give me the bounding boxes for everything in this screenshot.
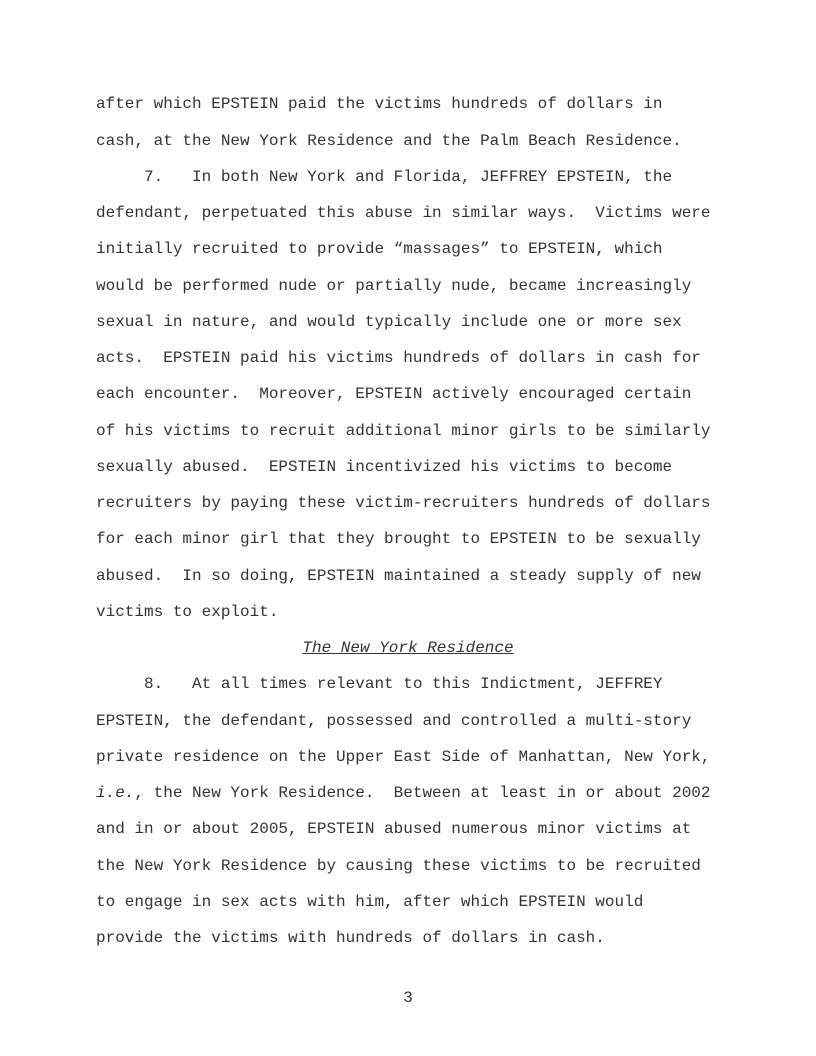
text-line: after which EPSTEIN paid the victims hundreds of dollars in — [96, 95, 663, 113]
text-line: acts. EPSTEIN paid his victims hundreds of dollars in cash for — [96, 349, 701, 367]
text-line: recruiters by paying these victim-recruiters hundreds of dollars — [96, 494, 711, 512]
text-line: victims to exploit. — [96, 603, 279, 621]
text-line-rest: , the New York Residence. Between at least in or about 2002 — [134, 784, 711, 802]
text-line: provide the victims with hundreds of dollars in cash. — [96, 929, 605, 947]
paragraph-8-start: 8. At all times relevant to this Indictment, JEFFREY — [96, 675, 663, 693]
text-line: the New York Residence by causing these victims to be recruited — [96, 857, 701, 875]
text-line: sexual in nature, and would typically include one or more sex — [96, 313, 682, 331]
text-line: each encounter. Moreover, EPSTEIN actively encouraged certain — [96, 385, 692, 403]
text-line: EPSTEIN, the defendant, possessed and controlled a multi-story — [96, 712, 692, 730]
paragraph-7-start: 7. In both New York and Florida, JEFFREY EPSTEIN, the — [96, 168, 673, 186]
text-line: would be performed nude or partially nude, became increasingly — [96, 277, 692, 295]
text-line: for each minor girl that they brought to EPSTEIN to be sexually — [96, 530, 701, 548]
page-number: 3 — [403, 989, 413, 1007]
ie-italic: i.e. — [96, 784, 135, 802]
text-line: private residence on the Upper East Side of Manhattan, New York, — [96, 748, 711, 766]
section-heading — [0, 638, 816, 658]
text-line: sexually abused. EPSTEIN incentivized his victims to become — [96, 458, 673, 476]
text-line: initially recruited to provide “massages” to EPSTEIN, which — [96, 240, 663, 258]
text-line: defendant, perpetuated this abuse in similar ways. Victims were — [96, 204, 711, 222]
text-line: abused. In so doing, EPSTEIN maintained a steady supply of new — [96, 567, 701, 585]
text-line: of his victims to recruit additional minor girls to be similarly — [96, 422, 711, 440]
text-line: to engage in sex acts with him, after which EPSTEIN would — [96, 893, 644, 911]
text-line: cash, at the New York Residence and the Palm Beach Residence. — [96, 132, 682, 150]
section-heading-text: The New York Residence — [302, 639, 514, 657]
text-line — [96, 783, 711, 803]
text-line: and in or about 2005, EPSTEIN abused numerous minor victims at — [96, 820, 692, 838]
